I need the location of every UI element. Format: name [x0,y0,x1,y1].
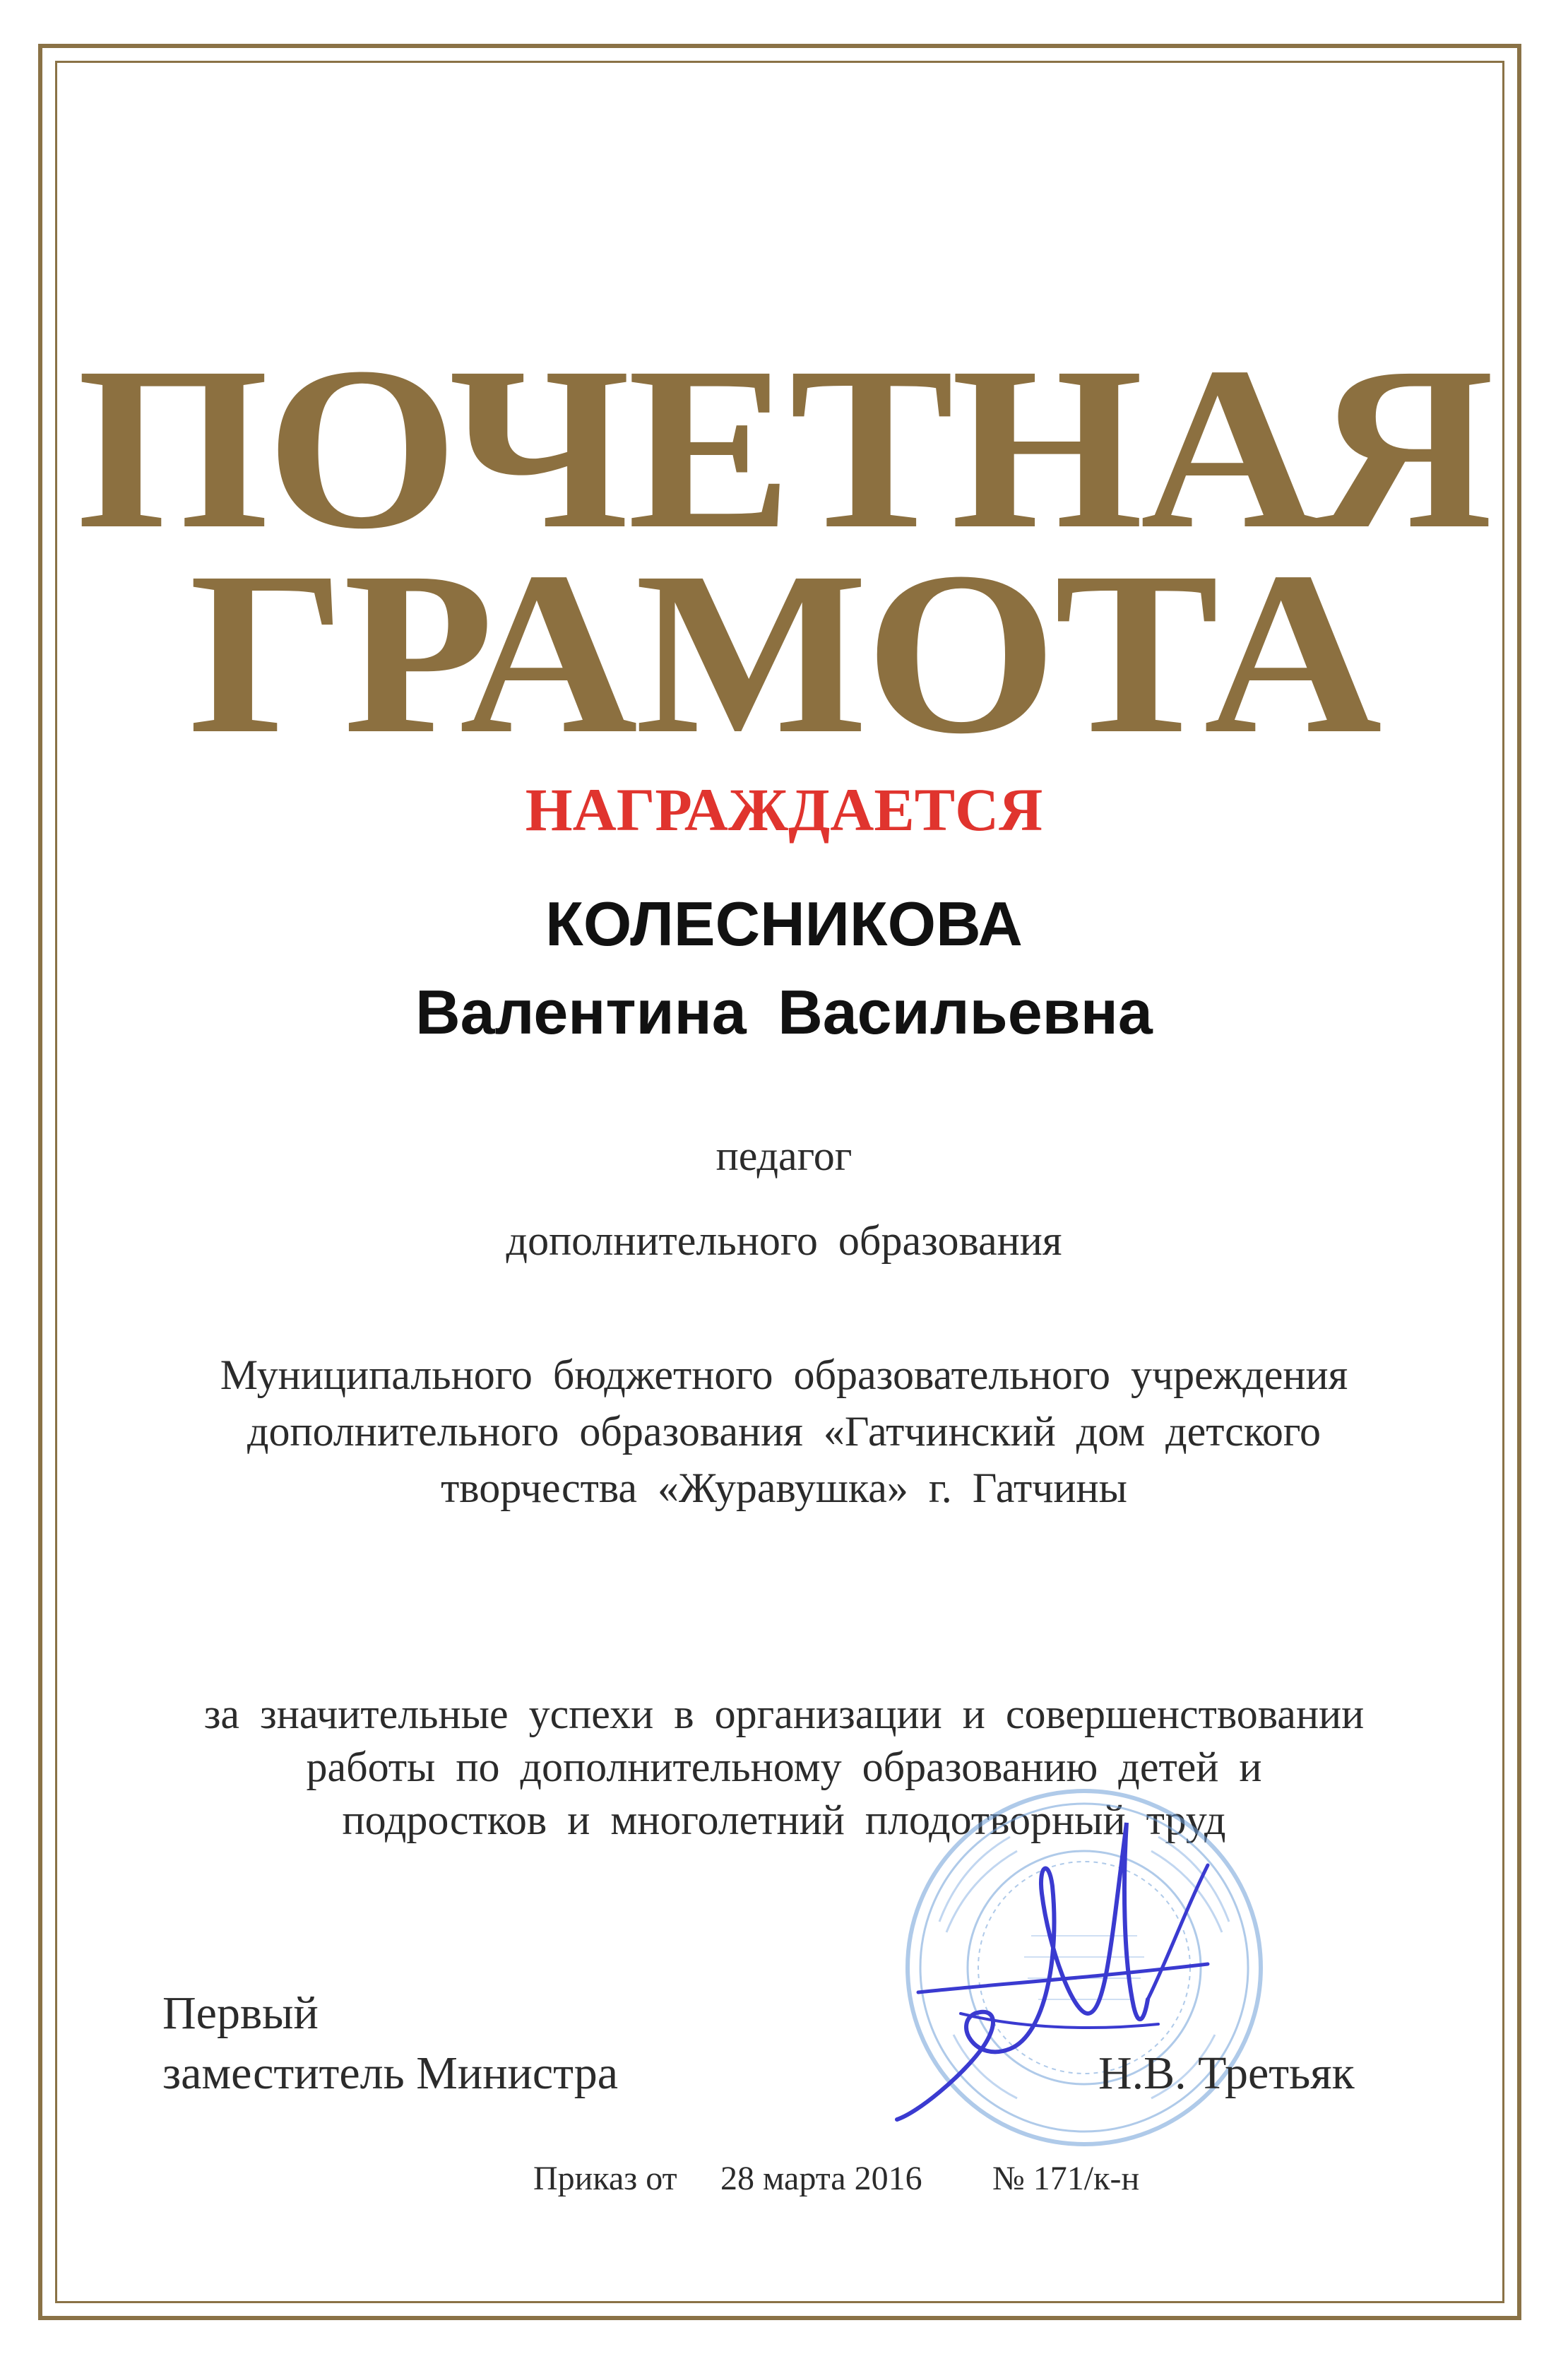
title-line-1: ПОЧЕТНАЯ [76,319,1492,577]
organization-line-1: Муниципального бюджетного образовательного учреждения [220,1352,1348,1398]
role-line-2: дополнительного образования [506,1217,1062,1264]
role-line-1: педагог [715,1133,853,1179]
recipient-given-names: Валентина Васильевна [415,977,1153,1047]
reason-line-2: работы по дополнительному образованию детей и [306,1744,1262,1790]
signatory-position-line-1: Первый [162,1987,319,2039]
title-line-2: ГРАМОТА [189,524,1379,782]
organization-line-3: творчества «Журавушка» г. Гатчины [441,1465,1127,1511]
organization-line-2: дополнительного образования «Гатчинский дом детского [247,1408,1321,1455]
order-number: № 171/к-н [992,2160,1140,2197]
recipient-surname: КОЛЕСНИКОВА [545,889,1023,959]
signatory-position-line-2: заместитель Министра [162,2047,619,2099]
order-date: 28 марта 2016 [720,2160,922,2197]
reason-line-3: подростков и многолетний плодотворный труд [342,1797,1226,1843]
reason-line-1: за значительные успехи в организации и совершенствовании [203,1691,1365,1737]
signatory-name: Н.В. Третьяк [1098,2047,1355,2099]
order-label: Приказ от [533,2160,677,2197]
awarded-label: НАГРАЖДАЕТСЯ [525,776,1043,844]
